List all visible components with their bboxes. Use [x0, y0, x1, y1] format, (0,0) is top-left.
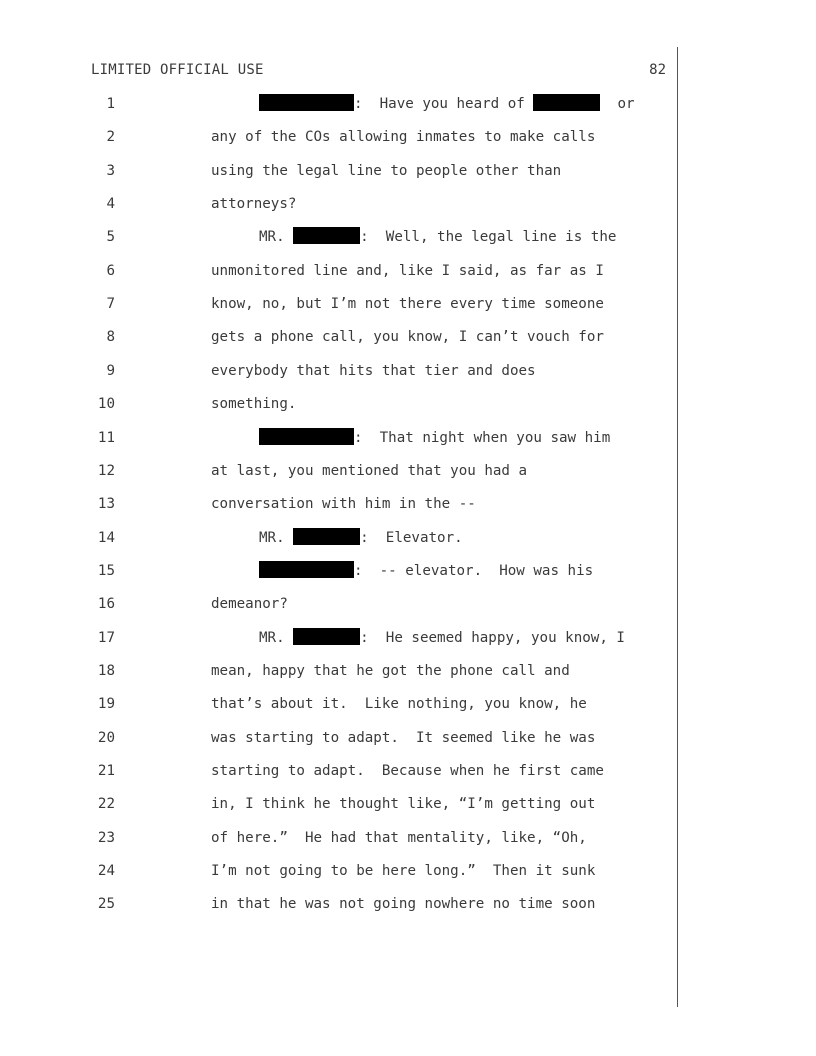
line-text — [211, 794, 595, 814]
line-number: 23 — [97, 829, 115, 846]
transcript-line — [0, 561, 816, 581]
line-text — [211, 828, 587, 848]
line-number: 8 — [106, 329, 115, 346]
line-number: 13 — [97, 496, 115, 513]
line-text — [211, 327, 604, 347]
line-text — [211, 761, 604, 781]
line-text-segment: at last, you mentioned that you had a — [211, 462, 528, 479]
line-text-segment: : Elevator. — [360, 529, 463, 546]
line-number: 2 — [106, 129, 115, 146]
line-text-segment: MR. — [259, 229, 294, 246]
transcript-line — [0, 461, 816, 481]
redaction-block — [533, 94, 600, 111]
line-text-segment: MR. — [259, 529, 294, 546]
line-number: 6 — [106, 262, 115, 279]
line-text-segment: unmonitored line and, like I said, as far as I — [211, 262, 604, 279]
redaction-block — [293, 227, 360, 244]
line-number: 12 — [97, 462, 115, 479]
line-number: 19 — [97, 696, 115, 713]
line-text-segment: : That night when you saw him — [354, 429, 611, 446]
transcript-line — [0, 94, 816, 114]
line-number: 21 — [97, 763, 115, 779]
line-text-segment: attorneys? — [211, 196, 297, 213]
line-text — [211, 894, 595, 914]
transcript-line — [0, 861, 816, 881]
line-number: 20 — [97, 729, 115, 746]
transcript-line — [0, 594, 816, 614]
transcript-line — [0, 661, 816, 681]
line-text — [211, 261, 604, 281]
transcript-line — [0, 761, 816, 781]
line-text-segment: mean, happy that he got the phone call and — [211, 662, 570, 679]
line-number: 3 — [106, 162, 115, 179]
transcript-line — [0, 127, 816, 147]
line-text-segment: gets a phone call, you know, I can’t vouch for — [211, 329, 604, 346]
redaction-block — [259, 561, 354, 578]
line-text — [211, 294, 604, 314]
line-number: 17 — [97, 629, 115, 646]
line-text-segment: was starting to adapt. It seemed like he was — [211, 729, 596, 746]
line-number: 5 — [106, 229, 115, 246]
line-text — [259, 628, 625, 648]
transcript-line — [0, 728, 816, 748]
line-text-segment: I’m not going to be here long.” Then it sunk — [211, 863, 596, 880]
line-text-segment: any of the COs allowing inmates to make calls — [211, 129, 596, 146]
line-text-segment: something. — [211, 396, 297, 413]
line-text — [211, 594, 288, 614]
line-text — [259, 528, 463, 548]
line-text-segment: starting to adapt. Because when he first came — [211, 763, 604, 779]
transcript-line — [0, 428, 816, 448]
transcript-line — [0, 628, 816, 648]
line-number: 11 — [97, 429, 115, 446]
line-text-segment: of here.” He had that mentality, like, “Oh, — [211, 829, 587, 846]
line-number: 25 — [97, 896, 115, 913]
line-text-segment: : Well, the legal line is the — [360, 229, 617, 246]
transcript-line — [0, 227, 816, 247]
line-text-segment: : Have you heard of — [354, 96, 534, 112]
line-text — [211, 861, 595, 881]
line-text-segment: demeanor? — [211, 596, 288, 613]
line-number: 24 — [97, 863, 115, 880]
line-text-segment: everybody that hits that tier and does — [211, 362, 536, 379]
line-text-segment: using the legal line to people other than — [211, 162, 562, 179]
line-text — [211, 127, 595, 147]
transcript-line — [0, 161, 816, 181]
redaction-block — [259, 428, 354, 445]
classification-header: LIMITED OFFICIAL USE — [91, 62, 264, 78]
line-number: 16 — [97, 596, 115, 613]
line-text-segment: in, I think he thought like, “I’m getting out — [211, 796, 596, 813]
line-text — [211, 461, 527, 481]
transcript-line — [0, 828, 816, 848]
line-text — [211, 361, 536, 381]
redaction-block — [259, 94, 354, 111]
line-text-segment: : He seemed happy, you know, I — [360, 629, 625, 646]
transcript-line — [0, 394, 816, 414]
line-text — [259, 428, 610, 448]
line-text — [211, 661, 570, 681]
line-text — [211, 494, 476, 514]
line-text — [259, 561, 593, 581]
line-number: 15 — [97, 562, 115, 579]
line-text — [211, 394, 296, 414]
line-text-segment: : -- elevator. How was his — [354, 562, 594, 579]
line-number: 4 — [106, 196, 115, 213]
line-number: 9 — [106, 362, 115, 379]
line-number: 18 — [97, 662, 115, 679]
transcript-line — [0, 361, 816, 381]
transcript-line — [0, 294, 816, 314]
page-number: 82 — [649, 62, 666, 78]
transcript-line — [0, 694, 816, 714]
transcript-line — [0, 494, 816, 514]
line-number: 14 — [97, 529, 115, 546]
line-text-segment: in that he was not going nowhere no time soon — [211, 896, 596, 913]
line-text — [259, 94, 635, 114]
line-number: 22 — [97, 796, 115, 813]
transcript-line — [0, 327, 816, 347]
redaction-block — [293, 628, 360, 645]
line-text — [211, 728, 595, 748]
line-text-segment: know, no, but I’m not there every time someone — [211, 296, 604, 313]
line-text — [211, 194, 296, 214]
transcript-line — [0, 894, 816, 914]
line-number: 10 — [97, 396, 115, 413]
line-text-segment: MR. — [259, 629, 294, 646]
redaction-block — [293, 528, 360, 545]
line-text — [211, 161, 561, 181]
line-number: 1 — [106, 96, 115, 112]
line-number: 7 — [106, 296, 115, 313]
line-text — [259, 227, 616, 247]
line-text-segment: conversation with him in the -- — [211, 496, 476, 513]
transcript-line — [0, 194, 816, 214]
transcript-line — [0, 261, 816, 281]
line-text-segment: or — [600, 96, 635, 112]
transcript-line — [0, 528, 816, 548]
line-text-segment: that’s about it. Like nothing, you know, he — [211, 696, 587, 713]
line-text — [211, 694, 587, 714]
transcript-line — [0, 794, 816, 814]
